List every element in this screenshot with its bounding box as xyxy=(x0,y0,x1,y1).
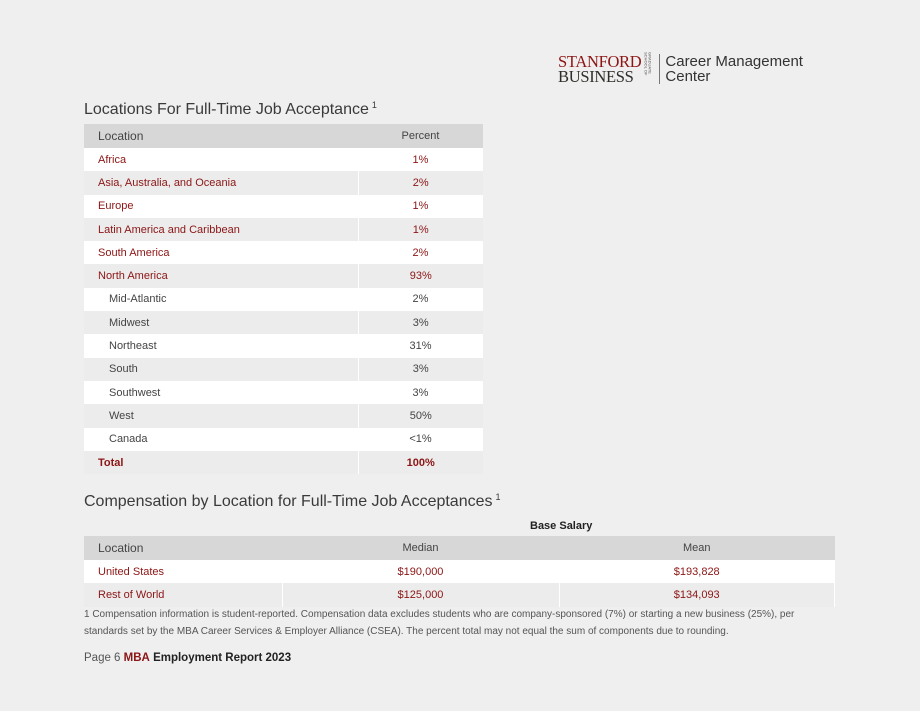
page-footer xyxy=(84,652,291,664)
table-row xyxy=(84,288,483,311)
compensation-table xyxy=(84,536,835,607)
location-cell: South xyxy=(84,358,358,381)
location-cell: South America xyxy=(84,241,358,264)
locations-footnote-marker: 1 xyxy=(371,100,377,110)
percent-cell: 1% xyxy=(358,218,483,241)
location-cell: Midwest xyxy=(84,311,358,334)
mean-column-header: Mean xyxy=(559,536,835,560)
logo-business-text: BUSINESS xyxy=(558,67,634,86)
stanford-gsb-logo xyxy=(558,52,803,86)
table-row xyxy=(84,241,483,264)
location-cell: Canada xyxy=(84,428,358,451)
median-column-header: Median xyxy=(282,536,559,560)
location-cell: United States xyxy=(84,560,282,583)
percent-cell: 2% xyxy=(358,241,483,264)
locations-title-text: Locations For Full-Time Job Acceptance xyxy=(84,101,369,118)
cmc-line2: Center xyxy=(665,68,711,85)
table-row xyxy=(84,560,835,583)
total-label: Total xyxy=(84,451,358,474)
location-cell: North America xyxy=(84,264,358,287)
table-row xyxy=(84,583,835,606)
table-row xyxy=(84,195,483,218)
mean-cell: $193,828 xyxy=(559,560,835,583)
location-column-header: Location xyxy=(84,124,358,148)
percent-cell: <1% xyxy=(358,428,483,451)
location-cell: Asia, Australia, and Oceania xyxy=(84,171,358,194)
percent-cell: 1% xyxy=(358,195,483,218)
percent-cell: 31% xyxy=(358,334,483,357)
location-cell: Latin America and Caribbean xyxy=(84,218,358,241)
table-row xyxy=(84,428,483,451)
location-cell: Northeast xyxy=(84,334,358,357)
location-cell: Africa xyxy=(84,148,358,171)
location-cell: Europe xyxy=(84,195,358,218)
footer-report-title: Employment Report 2023 xyxy=(153,652,292,664)
total-percent: 100% xyxy=(358,451,483,474)
page-number: Page 6 xyxy=(84,652,121,664)
percent-column-header: Percent xyxy=(358,124,483,148)
median-cell: $125,000 xyxy=(282,583,559,606)
locations-table xyxy=(84,124,483,474)
locations-title xyxy=(84,100,377,119)
compensation-title xyxy=(84,492,501,511)
table-row xyxy=(84,311,483,334)
percent-cell: 3% xyxy=(358,358,483,381)
location-cell: West xyxy=(84,404,358,427)
location-column-header: Location xyxy=(84,536,282,560)
career-management-center-text xyxy=(665,54,803,84)
cmc-line1: Career Management xyxy=(665,53,803,70)
location-cell: Mid-Atlantic xyxy=(84,288,358,311)
logo-graduate-school-text: GRADUATE SCHOOL OF xyxy=(643,52,653,76)
table-row xyxy=(84,358,483,381)
compensation-footnote-marker: 1 xyxy=(495,492,501,502)
compensation-header-row xyxy=(84,536,835,560)
mean-cell: $134,093 xyxy=(559,583,835,606)
footer-mba: MBA xyxy=(123,652,150,664)
percent-cell: 3% xyxy=(358,381,483,404)
base-salary-group-header: Base Salary xyxy=(530,520,593,532)
table-row xyxy=(84,218,483,241)
table-row xyxy=(84,381,483,404)
percent-cell: 2% xyxy=(358,288,483,311)
location-cell: Southwest xyxy=(84,381,358,404)
percent-cell: 50% xyxy=(358,404,483,427)
percent-cell: 1% xyxy=(358,148,483,171)
logo-stanford-text: STANFORD xyxy=(558,52,642,71)
median-cell: $190,000 xyxy=(282,560,559,583)
percent-cell: 2% xyxy=(358,171,483,194)
locations-header-row xyxy=(84,124,483,148)
table-row xyxy=(84,264,483,287)
location-cell: Rest of World xyxy=(84,583,282,606)
stanford-business-wordmark xyxy=(558,54,641,84)
table-row xyxy=(84,334,483,357)
total-row xyxy=(84,451,483,474)
table-row xyxy=(84,171,483,194)
compensation-title-text: Compensation by Location for Full-Time Job Acceptances xyxy=(84,493,493,510)
logo-divider xyxy=(659,54,660,84)
percent-cell: 93% xyxy=(358,264,483,287)
table-row xyxy=(84,148,483,171)
footnote: 1 Compensation information is student-reported. Compensation data excludes students who are company-sponsored (7%) or starting a new business (25%), per standards set by the MBA Career Services & Employer Alliance (CSEA). The percent total may not equal the sum of components due to rounding. xyxy=(84,609,795,637)
percent-cell: 3% xyxy=(358,311,483,334)
table-row xyxy=(84,404,483,427)
